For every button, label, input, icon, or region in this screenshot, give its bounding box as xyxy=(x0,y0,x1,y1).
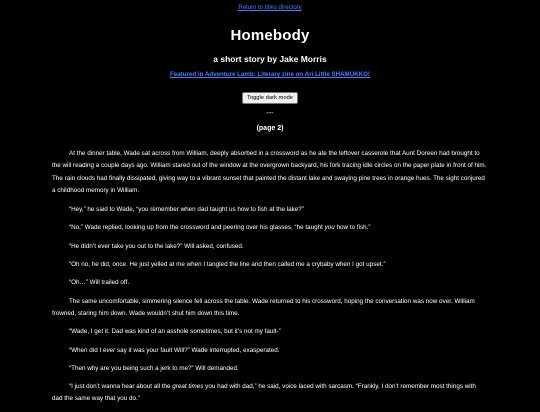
paragraph-text: “Hey,” he said to Wade, “you remember when dad taught us how to fish at the lake?” xyxy=(69,206,304,214)
paragraph-text: “I just don’t wanna hear about all the xyxy=(69,383,173,391)
featured-zine-link[interactable]: Featured in Adventure Lamb: Literary zine on Ari Little SHAMUKKO! xyxy=(170,71,370,78)
paragraph-text: “Then why are you being such a jerk to me?” Will demanded. xyxy=(69,364,239,372)
titles-directory-link[interactable]: Return to titles directory xyxy=(238,5,302,11)
paragraph-text: how to fish.” xyxy=(334,224,371,232)
paragraph-text: At the dinner table, Wade sat across from William, deeply absorbed in a crossword as he ate the leftover casserole that Aunt Doreen had brought to the will reading a couple days ago. William stared out of the window at the overgrown backyard, his fork tracing idle circles on the paper plate in front of him. The rain clouds had finally dissipated, giving way to a vibrant sunset that painted the distant lake and swaying pine trees in orange hues. The sight conjured a childhood memory in William. xyxy=(52,150,487,194)
toggle-dark-mode-button[interactable]: Toggle dark mode xyxy=(242,92,298,104)
story-paragraph xyxy=(52,148,488,197)
story-paragraph xyxy=(52,277,488,289)
story-paragraph xyxy=(52,363,488,375)
emphasized-text: you xyxy=(324,224,335,232)
paragraph-text: “When did I xyxy=(69,346,103,354)
paragraph-text: “He didn’t ever take you out to the lake?” Will asked, confused. xyxy=(69,242,244,250)
paragraph-text: The same uncomfortable, simmering silence fell across the table. Wade returned to his crossword, hoping the conversation was now over. William frowned, staring him down. Wade wouldn’t shut him down this time. xyxy=(52,297,475,317)
story-paragraph xyxy=(52,381,488,406)
story-paragraph xyxy=(52,204,488,216)
story-byline: a short story by Jake Morris xyxy=(213,54,327,64)
story-title: Homebody xyxy=(230,27,310,44)
separator: --- xyxy=(266,110,274,117)
paragraph-text: “Oh…” Will trailed off. xyxy=(69,279,130,287)
emphasized-text: great times xyxy=(172,383,204,391)
paragraph-text: “Wade, I get it. Dad was kind of an asshole sometimes, but it’s not my fault-” xyxy=(69,328,281,336)
story-paragraph xyxy=(52,222,488,234)
story-paragraph xyxy=(52,296,488,321)
story-paragraph xyxy=(52,259,488,271)
story-body xyxy=(52,148,488,406)
emphasized-text: ever xyxy=(102,346,116,354)
story-paragraph xyxy=(52,241,488,253)
paragraph-text: “No,” Wade replied, looking up from the crossword and peering over his glasses, “he taught xyxy=(69,224,325,232)
paragraph-text: you had with dad,” he said, voice laced with sarcasm. “Frankly, I don’t remember most things with dad the same way that you do.” xyxy=(52,383,476,403)
paragraph-text: “Oh no, he did, once. He just yelled at me when I tangled the line and then called me a crybaby when I got upset.” xyxy=(69,261,386,269)
page-number-label: (page 2) xyxy=(256,125,284,132)
story-paragraph xyxy=(52,326,488,338)
page-container xyxy=(52,0,488,412)
toggle-container xyxy=(52,86,488,104)
story-paragraph xyxy=(52,345,488,357)
paragraph-text: say it was your fault Will?” Wade interrupted, exasperated. xyxy=(115,346,280,354)
